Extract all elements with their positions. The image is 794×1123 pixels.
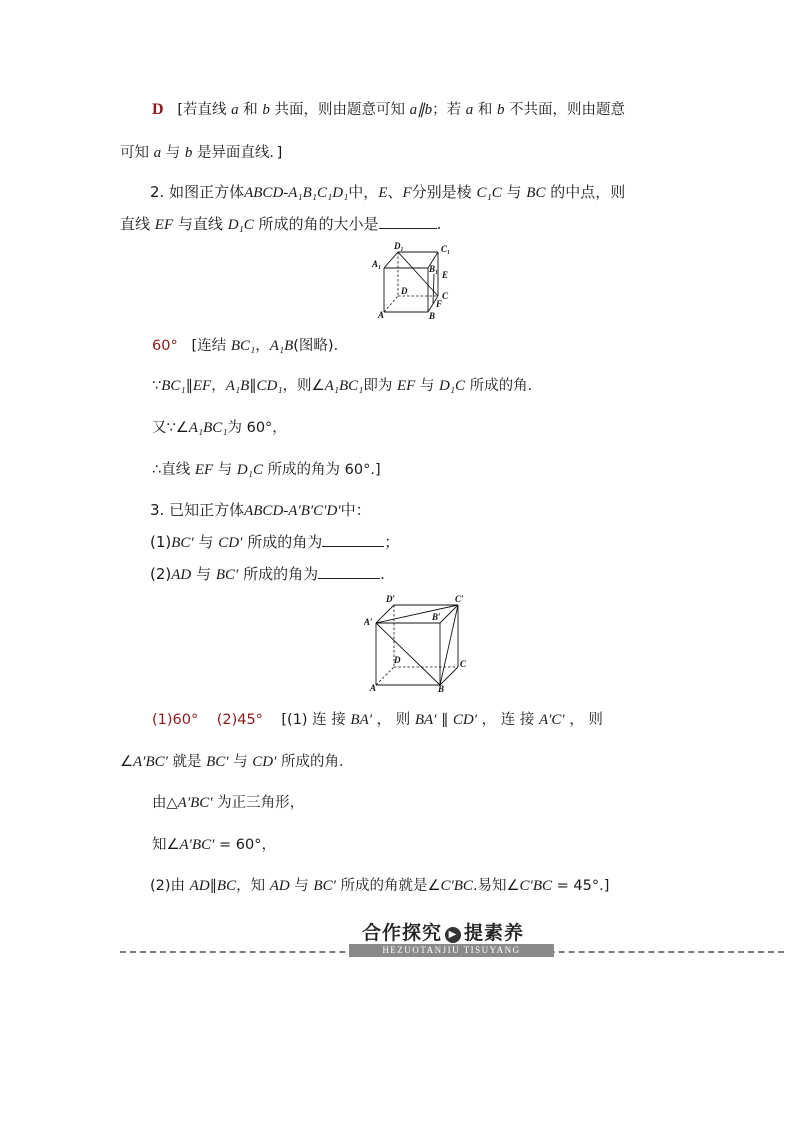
q3-solution-line2	[120, 752, 354, 772]
q1-text: 不共面，则由题意	[509, 102, 626, 118]
q2-sol-text: ，	[255, 338, 270, 354]
q2-fig-label: B₁	[429, 264, 439, 274]
q3-answer1: (1)60°	[152, 712, 199, 728]
q2-ef: EF	[194, 462, 214, 478]
q1-var-a: a	[465, 102, 474, 118]
q1-var-b: b	[184, 145, 193, 161]
q3-ad: AD	[171, 567, 192, 583]
q2-sol-text: (图略)．	[293, 338, 349, 354]
q1-text: 和	[477, 102, 493, 118]
q2-sol-text: ，	[211, 378, 226, 394]
arrow-right-icon: ▶	[445, 927, 461, 943]
q3-text: 与	[198, 533, 214, 551]
q1-text: 与	[165, 145, 181, 161]
q1-text: ；若	[432, 102, 462, 118]
q2-text: 分别是棱	[411, 183, 472, 201]
q3-answer2: (2)45°	[216, 712, 263, 728]
q2-fig-label: F	[436, 299, 443, 309]
q2-text: 如图正方体	[169, 183, 245, 201]
section-banner	[120, 918, 784, 962]
q3-ad: AD	[269, 878, 290, 894]
q2-sol-text: ∥	[249, 378, 257, 394]
q2-fig-label: B	[429, 311, 436, 321]
q2-fig-label: C₁	[441, 244, 451, 254]
q2-point-e: E	[378, 185, 388, 201]
q2-sol-text: ∴直线	[152, 462, 191, 478]
q3-bap: BA′	[350, 712, 373, 728]
q1-var-a: a	[231, 102, 239, 118]
q2-bc1: BC₁	[230, 338, 256, 354]
q2-fig-label: A	[378, 310, 385, 320]
q2-sol-text: 又∵∠	[152, 420, 189, 436]
q2-fig-label: D	[401, 286, 408, 296]
q2-fig-label: E	[442, 270, 449, 280]
q3-cube-name: ABCD-A′B′C′D′	[244, 503, 341, 519]
q3-sol-text: 为正三角形，	[217, 795, 305, 811]
q2-edge-c1c: C₁C	[476, 185, 502, 201]
q2-sol-text: ∥	[185, 378, 193, 394]
q2-cd1: CD₁	[256, 378, 283, 394]
q2-text: 中，	[348, 183, 379, 201]
q1-text: 共面，则由题意可知	[274, 102, 405, 118]
banner-title-right: 提素养	[464, 922, 525, 944]
q3-fig-label: A	[370, 683, 377, 693]
q3-apbcp: A′BC′	[179, 837, 215, 853]
q2-a1b: A₁B	[225, 378, 250, 394]
q2-text: 与直线	[177, 215, 223, 233]
q3-solution-line1	[152, 710, 603, 730]
q3-fig-label: B	[438, 684, 445, 693]
q2-number: 2.	[150, 183, 165, 201]
q2-sol-text: ，则∠	[282, 378, 325, 394]
q3-sol-text: ， 则	[376, 712, 411, 728]
q3-text: .	[380, 565, 385, 583]
q3-sol-text: ，知	[236, 878, 266, 894]
q3-part2-blank[interactable]	[318, 562, 380, 579]
q3-sol-text: 就是	[172, 754, 202, 770]
q2-point-f: F	[402, 185, 412, 201]
q1-text: 和	[243, 102, 258, 118]
q2-solution-line4	[152, 460, 381, 480]
q3-text: 中：	[340, 501, 371, 519]
q1-parallel-expr: a∥b	[409, 102, 433, 118]
q3-bap: BA′	[414, 712, 437, 728]
q2-d1c: D₁C	[438, 378, 466, 394]
q3-sol-text: [(1) 连 接	[281, 712, 346, 728]
q2-question-line2	[120, 212, 441, 235]
q1-var-b: b	[262, 102, 270, 118]
q3-fig-label: C	[460, 659, 467, 669]
q2-text: 直线	[120, 215, 151, 233]
q3-cdp: CD′	[252, 754, 277, 770]
q3-bcp: BC′	[171, 535, 194, 551]
q2-line-ef: EF	[154, 217, 174, 233]
q2-bc1: BC₁	[161, 378, 186, 394]
q2-sol-text: 与	[419, 378, 435, 394]
q3-text: ；	[384, 533, 400, 551]
q2-sol-text: [连结	[191, 338, 227, 354]
q2-line-d1c: D₁C	[227, 217, 254, 233]
q3-solution-line3	[152, 793, 304, 813]
q3-ad: AD	[189, 878, 210, 894]
q2-cube-name: ABCD-A₁B₁C₁D₁	[244, 185, 349, 201]
q1-answer-letter: D	[152, 101, 164, 118]
q2-sol-text: 即为	[363, 378, 393, 394]
q2-sol-text: ∵	[152, 378, 162, 394]
q3-fig-label: B′	[432, 612, 441, 622]
q3-apcp: A′C′	[538, 712, 565, 728]
q2-ef: EF	[192, 378, 212, 394]
q2-sol-text: 所成的角为 60°.]	[267, 462, 381, 478]
q3-sol-text: 所成的角就是∠	[340, 878, 441, 894]
q3-bcp: BC′	[313, 878, 336, 894]
q2-a1bc1: A₁BC₁	[188, 420, 228, 436]
banner-title	[362, 918, 524, 945]
q3-sol-text: 知∠	[152, 837, 180, 853]
q2-text: .	[436, 215, 442, 233]
q3-text: 所成的角为	[247, 533, 323, 551]
q3-sol-text: ， 连 接	[481, 712, 535, 728]
q2-question-line1	[150, 182, 625, 203]
q3-cdp: CD′	[218, 535, 243, 551]
q3-fig-label: C′	[455, 594, 464, 604]
q2-a1b: A₁B	[269, 338, 294, 354]
q3-fig-label: D	[394, 655, 401, 665]
q1-text: [若直线	[177, 102, 227, 118]
q2-answer: 60°	[152, 338, 178, 354]
q2-sol-text: 为 60°，	[227, 420, 287, 436]
q2-solution-line3	[152, 418, 287, 438]
q2-edge-bc: BC	[526, 185, 546, 201]
q3-apbcp: A′BC′	[177, 795, 213, 811]
q2-a1bc1: A₁BC₁	[324, 378, 364, 394]
q2-sol-text: 所成的角．	[469, 378, 543, 394]
q3-sol-text: ∥	[209, 878, 217, 894]
q3-bcp: BC′	[206, 754, 229, 770]
q3-text: 所成的角为	[243, 565, 319, 583]
q1-text: 可知	[120, 145, 149, 161]
q3-fig-label: D′	[386, 594, 396, 604]
q3-sol-text: 与	[233, 754, 248, 770]
q2-fig-label: D₁	[394, 241, 404, 251]
q1-text: 是异面直线．]	[196, 145, 283, 161]
q3-question-title	[150, 500, 371, 521]
q3-solution-line4	[152, 835, 276, 855]
q3-sol-text: 与	[294, 878, 309, 894]
banner-title-left: 合作探究	[362, 922, 443, 944]
q3-sol-text: = 60°，	[219, 837, 276, 853]
q3-sol-text: 所成的角．	[281, 754, 354, 770]
q3-part1	[150, 530, 399, 553]
q2-solution-line2	[152, 376, 542, 396]
q3-cube-figure	[364, 593, 470, 693]
q3-cpbc: C′BC	[519, 878, 553, 894]
q3-sol-text: .易知∠	[472, 878, 520, 894]
q2-text: 的中点，则	[550, 183, 626, 201]
q3-sol-text: ， 则	[569, 712, 603, 728]
q3-apbcp: A′BC′	[133, 754, 168, 770]
q2-fig-label: C	[442, 291, 449, 301]
q2-answer-blank[interactable]	[379, 212, 437, 229]
q2-cube-figure	[370, 240, 470, 322]
banner-subtitle: HEZUOTANJIU TISUYANG	[349, 944, 554, 957]
q2-fig-label: A₁	[372, 259, 382, 269]
q1-var-a: a	[153, 145, 162, 161]
q3-text: (2)	[150, 565, 172, 583]
q3-solution-line5	[150, 876, 609, 896]
q3-cdp: CD′	[452, 712, 478, 728]
q3-number: 3.	[150, 501, 165, 519]
q3-text: (1)	[150, 533, 172, 551]
q1-answer-line	[152, 100, 625, 120]
q2-text: 、	[387, 183, 403, 201]
q2-ef: EF	[396, 378, 416, 394]
q3-cpbc: C′BC	[440, 878, 473, 894]
q3-sol-text: = 45°.]	[556, 878, 610, 894]
q2-solution-line1	[152, 336, 348, 356]
q3-sol-text: (2)由	[150, 878, 186, 894]
q2-text: 所成的角的大小是	[258, 215, 379, 233]
q3-text: 已知正方体	[169, 501, 245, 519]
q3-bcp: BC′	[215, 567, 239, 583]
q3-part2	[150, 562, 385, 585]
q2-text: 与	[506, 183, 522, 201]
q3-sol-text: 由△	[152, 795, 178, 811]
q3-fig-label: A′	[364, 617, 373, 627]
q1-var-b: b	[496, 102, 505, 118]
q2-d1c: D₁C	[236, 462, 263, 478]
q2-sol-text: 与	[217, 462, 233, 478]
q3-sol-text: ∥	[441, 712, 449, 728]
q3-text: 与	[196, 565, 212, 583]
q3-sol-text: ∠	[120, 754, 133, 770]
q3-part1-blank[interactable]	[322, 530, 384, 547]
q1-answer-line2	[120, 143, 282, 163]
q3-bc: BC	[216, 878, 237, 894]
